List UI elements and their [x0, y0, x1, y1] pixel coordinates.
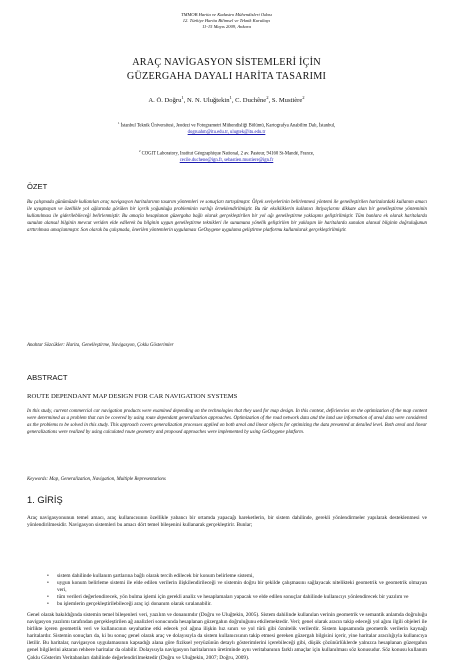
- list-item: • tüm verileri değerlendirecek, yön bulma işlemi için gerekli analiz ve hesaplamaları yapacak ve elde edilen sonuçlar dahilinde kullanıcıyı yönlendirecek bir yazılım ve: [47, 594, 427, 601]
- author-2-affil: 1: [229, 94, 232, 100]
- author-1-affil: 1: [181, 94, 184, 100]
- header-line-3: 11-15 Mayıs 2009, Ankara: [202, 24, 251, 29]
- giris-heading: 1. GİRİŞ: [27, 495, 63, 505]
- affiliation-1: [40, 123, 413, 137]
- abstract-text: In this study, current commercial car navigation products were examined depending on the technologies that they used for map design. In this context, deficiencies on the optimization of the map content were determined as a problem that can be covered by using route dependant generalization approaches. Optimization of the road network data and the land use information of areal data were considered as the problems to be solved in this study. This approach covers generalization processes applied on both areal and linear objects for optimizing the data presented at detailed level. Both areal and linear generalizations were realized by using calculated route geometry and proposed approaches were implemented by using GeOxygene platform.: [27, 409, 427, 435]
- abstract-heading: ABSTRACT: [27, 373, 68, 382]
- abstract-english-title: ROUTE DEPENDANT MAP DESIGN FOR CAR NAVIGATION SYSTEMS: [27, 393, 238, 400]
- header-line-2: 12. Türkiye Harita Bilimsel ve Teknik Kurultayı: [182, 18, 271, 23]
- giris-paragraph-2: Genel olarak bakıldığında sistemin temel bileşenleri veri, yazılım ve donanımdır (Doğru ve Uluğtekin, 2005). Sistem dahilinde kullanılan verinin geometrik ve semantik anlamda doğruluğu navigasyon yazılımı tarafından gerçekleştirilen ağ analizleri sonucunda hesaplanan güzergahın doğruluğunu etkilemektedir. Veri; genel olarak aracın takip edeceği yol ağını ilgili objeleri ile birlikte içeren geometrik veri ve kullanıcının seyahatine etki edecek yol ağına ilişkin hız sınırı ve yol türü gibi öznitelik verilerdir. Sistem kapsamında geometrik verilerin kaynağı haritalardır. Sistemin sonuçları da, ki bu sonuç genel olarak araç ve dolayısıyla da sistem kullanıcısının takip etmesi gereken güzergah bilgisini içerir, yine haritalar aracılığıyla kullanıcıya iletilir. Bu haritalar, navigasyon uygulamasının kapsadığı alana göre fiziksel yeryüzünün detaylı gösterimlerini içerebileceği gibi, düşük çözünürlüklerde yalnızca hesaplanan güzergahın genel bilgilerini aktaran rehbere haritalar da olabilir. Dolayısıyla navigasyon haritalarının üretiminde aynı veritabanının farklı amaçlar için kullanılması söz konusudur. Söz konusu kullanım Çoklu Gösterim Veritabanları dahilinde değerlendirilmektedir (Doğru ve Uluğtekin, 2007; Doğru, 2009).: [27, 612, 427, 661]
- affiliation-1-emails[interactable]: dogruahm@itu.edu.tr, ulugtek@itu.edu.tr: [187, 130, 266, 136]
- title-line-1: ARAÇ NAVİGASYON SİSTEMLERİ İÇİN: [132, 57, 321, 68]
- author-4: S. Mustière: [271, 97, 303, 104]
- affiliation-1-sup: 1: [117, 121, 120, 125]
- ozet-heading: ÖZET: [27, 182, 48, 191]
- giris-paragraph-1: Araç navigasyonunun temel amacı, araç kullanıcısının özellikle yabancı bir ortamda yapacağı hareketlerin, bir sistem dahilinde, gerekli yönlendirmeler yapılarak desteklenmesi ve yönlendirilmesidir. Navigasyon sistemleri bu amacı dört temel bileşenini kullanarak gerçekleştirir. Bunlar;: [27, 515, 427, 529]
- author-3: C. Duchêne: [235, 97, 267, 104]
- ozet-text: Bu çalışmada günümüzde kullanılan araç navigasyon haritalarının tasarım yöntemleri ve sonuçları tartışılmıştır. Ölçek seviyelerinin belirlenmesi yöntemi ile genelleştirilen haritalardaki kullanım amacı ile uyuşmayan ve özellikle yol ağlarında görülen bir içerik yoğunluğu probleminin varlığı örneklendirilmiştir. Bu tür eksikliklerin kullanıcı ihtiyaçlarını dikkate alan bir genelleştirme yönteminin kullanılması ile giderilebileceği belirlenmiştir. Bu amaçla hesaplanan güzergaha bağlı olarak gerçekleştirilen bir yol ağı genelleştirme yaklaşımı geliştirilmiştir. Tüm bunlara ek olarak haritalarda sunulan alansal bilginin mevcut veriden elde edilerek bu bilginin uygun genelleştirme teknikleri ile sunumuna yönelik geliştirilen bir yaklaşım ile haritalarda sunulan alansal bilginin doğruluğunun arttırılması amaçlanmıştır. Son olarak bu çalışmada, önerilen yöntemlerin uygulaması GeOxygene uygulama geliştirme platformu kullanılarak gerçekleştirilmiştir.: [27, 200, 427, 233]
- author-list: A. Ö. Doğru$^1$, N. N. Uluğtekin$^1$, C. Duchêne$^2$, S. Mustière$^2$: [148, 94, 305, 104]
- list-item: • uygun konum belirleme sistemi ile elde edilen verilerin ilişkilendirileceği ve sistemin doğru bir şekilde çalışmasını sağlayacak nitelikteki geometrik ve geometrik olmayan veri,: [47, 580, 427, 594]
- affiliation-2: [40, 151, 413, 165]
- author-3-affil: 2: [266, 94, 269, 100]
- ozet-keywords: Anahtar Sözcükler: Harita, Genelleştirme, Navigasyon, Çoklu Gösterimler: [27, 343, 174, 348]
- author-1: A. Ö. Doğru: [148, 97, 182, 104]
- abstract-keywords: Keywords: Map, Generalization, Navigation, Multiple Representations: [27, 477, 166, 482]
- list-item: • bu işlemlerin gerçekleştirilebileceği araç içi donanım olarak sıralanabilir.: [47, 601, 427, 608]
- giris-bullet-list: [47, 573, 427, 608]
- list-item: • sistem dahilinde kullanım şartlarına bağlı olarak tercih edilecek bir konum belirleme sistemi,: [47, 573, 427, 580]
- affiliation-2-emails[interactable]: cecile.duchene@ign.fr, sebastien.mustiere@ign.fr: [179, 158, 274, 164]
- paper-title: [0, 56, 453, 84]
- affiliation-2-sup: 2: [138, 149, 141, 153]
- header-line-1: TMMOB Harita ve Kadastro Mühendisleri Odası: [181, 12, 272, 17]
- affiliation-1-text: İstanbul Teknik Üniversitesi, Jeodezi ve Fotogrametri Mühendisliği Bölümü, Kartografya Anabilim Dalı, İstanbul,: [120, 123, 336, 129]
- author-2: N. N. Uluğtekin: [187, 97, 230, 104]
- conference-header: [0, 12, 453, 30]
- title-line-2: GÜZERGAHA DAYALI HARİTA TASARIMI: [126, 71, 327, 82]
- affiliation-2-text: COGIT Laboratory, Institut Géographique National, 2 av. Pasteur, 94160 St-Mandé, France,: [141, 151, 315, 157]
- author-4-affil: 2: [302, 94, 305, 100]
